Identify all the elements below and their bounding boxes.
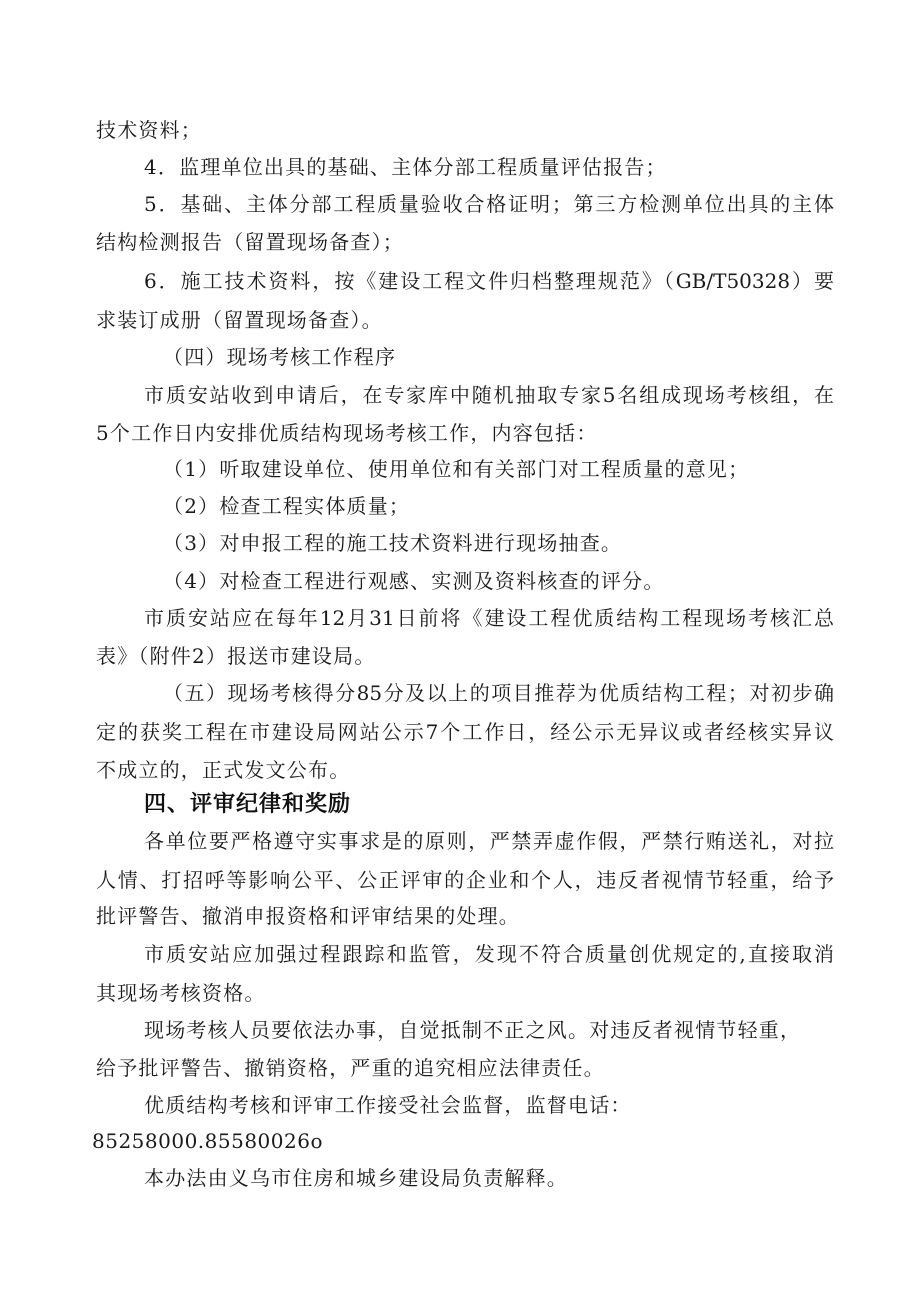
paragraph-line: 5个工作日内安排优质结构现场考核工作，内容包括： — [96, 421, 598, 445]
list-item-6: 6．施工技术资料，按《建设工程文件归档整理规范》（GB/T50328）要 — [144, 269, 834, 293]
paragraph-line: 批评警告、撤消申报资格和评审结果的处理。 — [96, 904, 520, 928]
paragraph-line: 市质安站应在每年12月31日前将《建设工程优质结构工程现场考核汇总 — [144, 606, 834, 630]
paragraph-line: 市质安站收到申请后，在专家库中随机抽取专家5名组成现场考核组，在 — [144, 383, 834, 407]
paragraph-line: 优质结构考核和评审工作接受社会监督，监督电话： — [144, 1093, 632, 1117]
list-item-3: （3）对申报工程的施工技术资料进行现场抽查。 — [163, 531, 623, 555]
paragraph-line: 定的获奖工程在市建设局网站公示7个工作日，经公示无异议或者经核实异议 — [96, 720, 834, 744]
phone-numbers: 85258000.85580026o — [92, 1129, 323, 1153]
paragraph-line: 求装订成册（留置现场备查）。 — [96, 308, 383, 332]
paragraph-line: 市质安站应加强过程跟踪和监管，发现不符合质量创优规定的,直接取消 — [144, 942, 834, 966]
paragraph-line: 给予批评警告、撤销资格，严重的追究相应法律责任。 — [96, 1056, 605, 1080]
paragraph-line: 技术资料； — [96, 118, 202, 142]
list-item-1: （1）听取建设单位、使用单位和有关部门对工程质量的意见； — [163, 457, 750, 481]
chapter-heading: 四、评审纪律和奖励 — [144, 792, 352, 817]
list-item-4-check: （4）对检查工程进行观感、实测及资料核查的评分。 — [163, 569, 665, 593]
list-item-2: （2）检查工程实体质量； — [163, 494, 411, 518]
section-heading-4: （四）现场考核工作程序 — [163, 345, 397, 369]
paragraph-line: 结构检测报告（留置现场备查）； — [96, 230, 404, 254]
section-heading-5: （五）现场考核得分85分及以上的项目推荐为优质结构工程；对初步确 — [163, 681, 834, 705]
paragraph-line: 其现场考核资格。 — [96, 981, 266, 1005]
list-item-5: 5．基础、主体分部工程质量验收合格证明；第三方检测单位出具的主体 — [144, 192, 834, 216]
list-item-4: 4．监理单位出具的基础、主体分部工程质量评估报告； — [144, 155, 667, 179]
paragraph-line: 现场考核人员要依法办事，自觉抵制不正之风。对违反者视情节轻重， — [144, 1018, 802, 1042]
paragraph-line: 不成立的，正式发文公布。 — [96, 758, 351, 782]
paragraph-line: 各单位要严格遵守实事求是的原则，严禁弄虚作假，严禁行贿送礼，对拉 — [144, 829, 834, 853]
paragraph-line: 本办法由义乌市住房和城乡建设局负责解释。 — [144, 1166, 568, 1190]
paragraph-line: 人情、打招呼等影响公平、公正评审的企业和个人，违反者视情节轻重，给予 — [96, 868, 834, 892]
paragraph-line: 表》（附件2）报送市建设局。 — [96, 644, 376, 668]
